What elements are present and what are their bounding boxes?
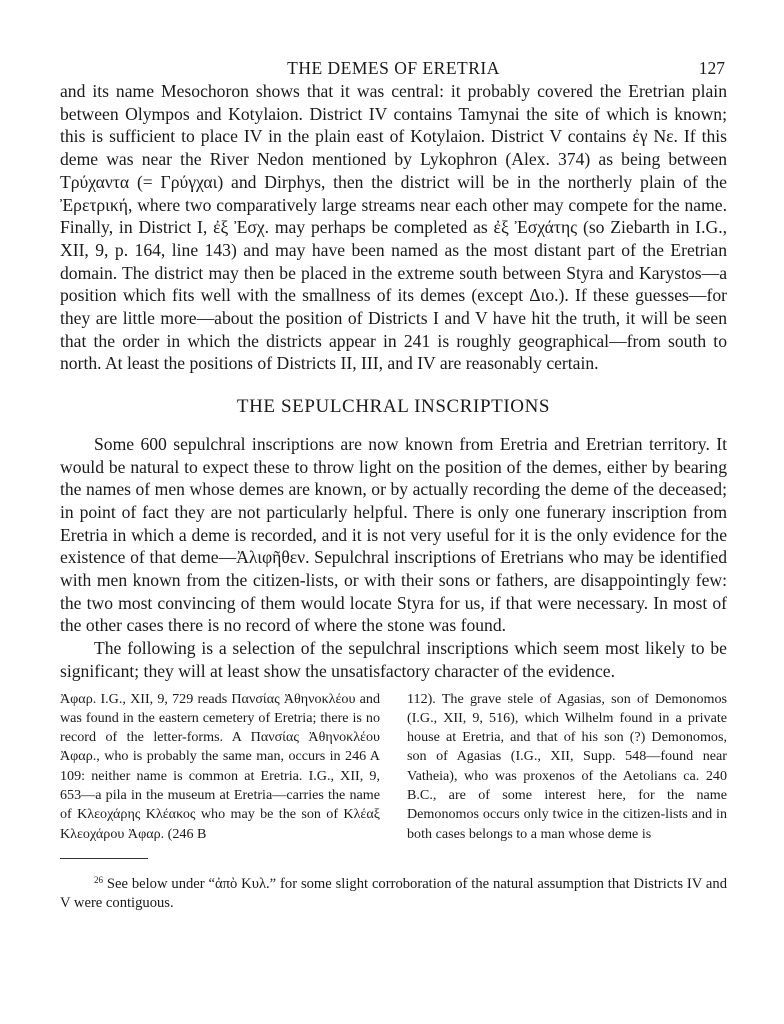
body-text — [60, 80, 727, 683]
footnote-text: See below under “ἀπὸ Κυλ.” for some slight corroboration of the natural assumption that Districts IV and V were contiguous. — [60, 875, 727, 912]
footnote-number: 26 — [94, 874, 103, 885]
paragraph-selection: The following is a selection of the sepulchral inscriptions which seem most likely to be significant; they will at least show the unsatisfactory character of the evidence. — [60, 638, 727, 681]
page-header — [60, 52, 727, 80]
footnote-rule — [60, 858, 148, 859]
running-title: THE DEMES OF ERETRIA — [287, 58, 500, 78]
page-number: 127 — [698, 58, 725, 78]
notes-columns — [60, 690, 727, 844]
footnote — [60, 871, 727, 914]
section-heading: THE SEPULCHRAL INSCRIPTIONS — [236, 396, 551, 418]
note-column-right: 112). The grave stele of Agasias, son of Demonomos (I.G., XII, 9, 516), which Wilhelm found in a private house at Eretria, and that of his son (?) Demonomos, son of Agasias (I.G., XII, Supp. 548—found near Vatheia), who was proxenos of the Aetolians ca. 240 B.C., are of some interest here, for the name Demonomos occurs only twice in the citizen-lists and in both cases belongs to a man whose deme is — [407, 690, 727, 842]
note-column-left: Ἀφαρ. I.G., XII, 9, 729 reads Πανσίας Ἀθηνοκλέου and was found in the eastern cemetery of Eretria; there is no record of the letter-forms. A Πανσίας Ἀθηνοκλέου Ἀφαρ., who is probably the same man, occurs in 246 A 109: neither name is common at Eretria. I.G., XII, 9, 653—a pila in the museum at Eretria—carries the name of Κλεοχάρης Κλέακος who may be the son of Κλέαξ Κλεοχάρου Ἀφαρ. (246 B — [60, 690, 380, 842]
paragraph-sepulchral-intro: Some 600 sepulchral inscriptions are now known from Eretria and Eretrian territory. It would be natural to expect these to throw light on the position of the demes, either by bearing the names of men whose demes are known, or by actually recording the deme of the deceased; in point of fact they are not particularly helpful. There is only one funerary inscription from Eretria in which a deme is recorded, and it is not very useful for it is the only evidence for the existence of that deme—Ἀλιφῆθεν. Sepulchral inscriptions of Eretrians who may be identified with men known from the citizen-lists, or with their sons or fathers, are disappointingly few: the two most convincing of them would locate Styra for us, if that were necessary. In most of the other cases there is no record of where the stone was found. — [60, 433, 727, 636]
paragraph-districts: and its name Mesochoron shows that it was central: it probably covered the Eretrian plain between Olympos and Kotylaion. District IV contains Tamynai the site of which is known; this is sufficient to place IV in the plain east of Kotylaion. District V contains ἐγ Νε. If this deme was near the River Nedon mentioned by Lykophron (Alex. 374) as being between Τρύχαντα (= Γρύγχαι) and Dirphys, then the district will be in the northerly plain of the Ἐρετρική, where two comparatively large streams near each other may compete for the name. Finally, in District I, ἐξ Ἐσχ. may perhaps be completed as ἐξ Ἐσχάτης (so Ziebarth in I.G., XII, 9, p. 164, line 143) and may have been named as the most distant part of the Eretrian domain. The district may then be placed in the extreme south between Styra and Karystos—a position which fits well with the smallness of its demes (except Διο.). If these guesses—for they are little more—about the position of Districts I and V have hit the truth, it will be seen that the order in which the districts appear in 241 is roughly geographical—from south to north. At least the positions of Districts II, III, and IV are reasonably certain. — [60, 81, 727, 374]
page — [60, 52, 727, 914]
